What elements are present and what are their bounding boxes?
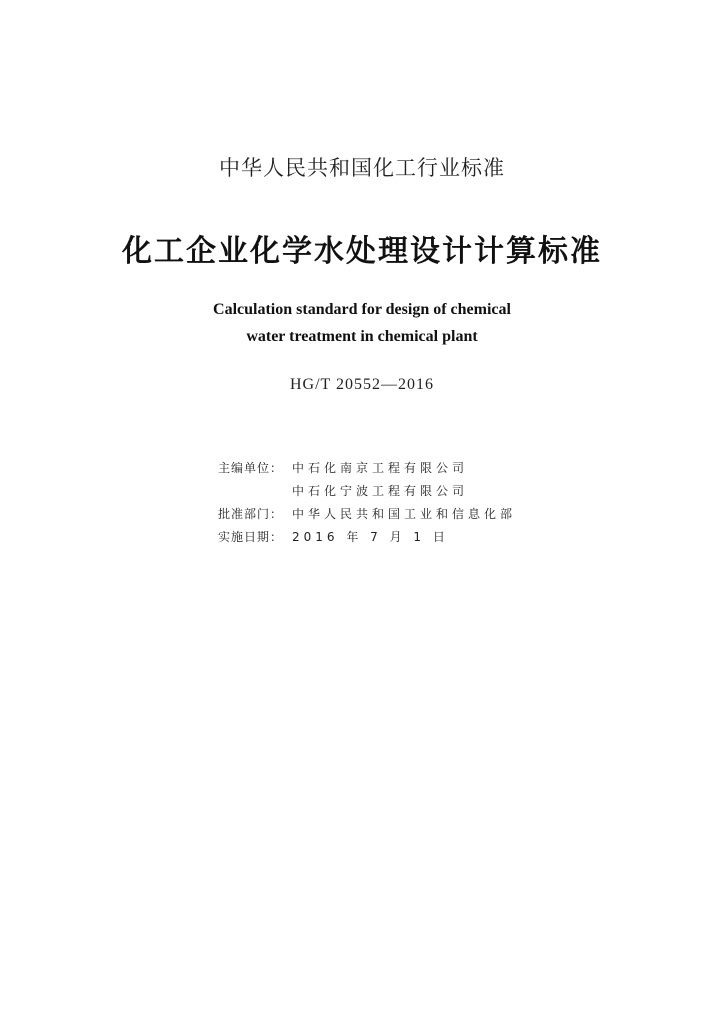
publication-info: [218, 457, 516, 549]
approver-value: 中华人民共和国工业和信息化部: [292, 507, 517, 521]
editor-row-2: [218, 480, 516, 503]
effective-date-label: 实施日期：: [218, 530, 284, 544]
editor-row: [218, 457, 516, 480]
document-title: 化工企业化学水处理设计计算标准: [122, 234, 602, 269]
approver-row: [218, 503, 516, 526]
editor-value-2: 中石化宁波工程有限公司: [292, 484, 469, 498]
effective-date-value: 2016 年 7 月 1 日: [292, 530, 449, 544]
english-title-line-1: Calculation standard for design of chemical: [213, 301, 511, 318]
approver-label: 批准部门：: [218, 507, 284, 521]
editor-label: 主编单位：: [218, 461, 284, 475]
standard-code: HG/T 20552—2016: [289, 376, 435, 393]
english-title: [0, 296, 724, 350]
editor-label-spacer: [218, 480, 292, 503]
editor-value-1: 中石化南京工程有限公司: [292, 461, 469, 475]
english-title-line-2: water treatment in chemical plant: [246, 328, 478, 345]
industry-standard-heading: 中华人民共和国化工行业标准: [219, 156, 505, 180]
effective-date-row: [218, 526, 516, 549]
